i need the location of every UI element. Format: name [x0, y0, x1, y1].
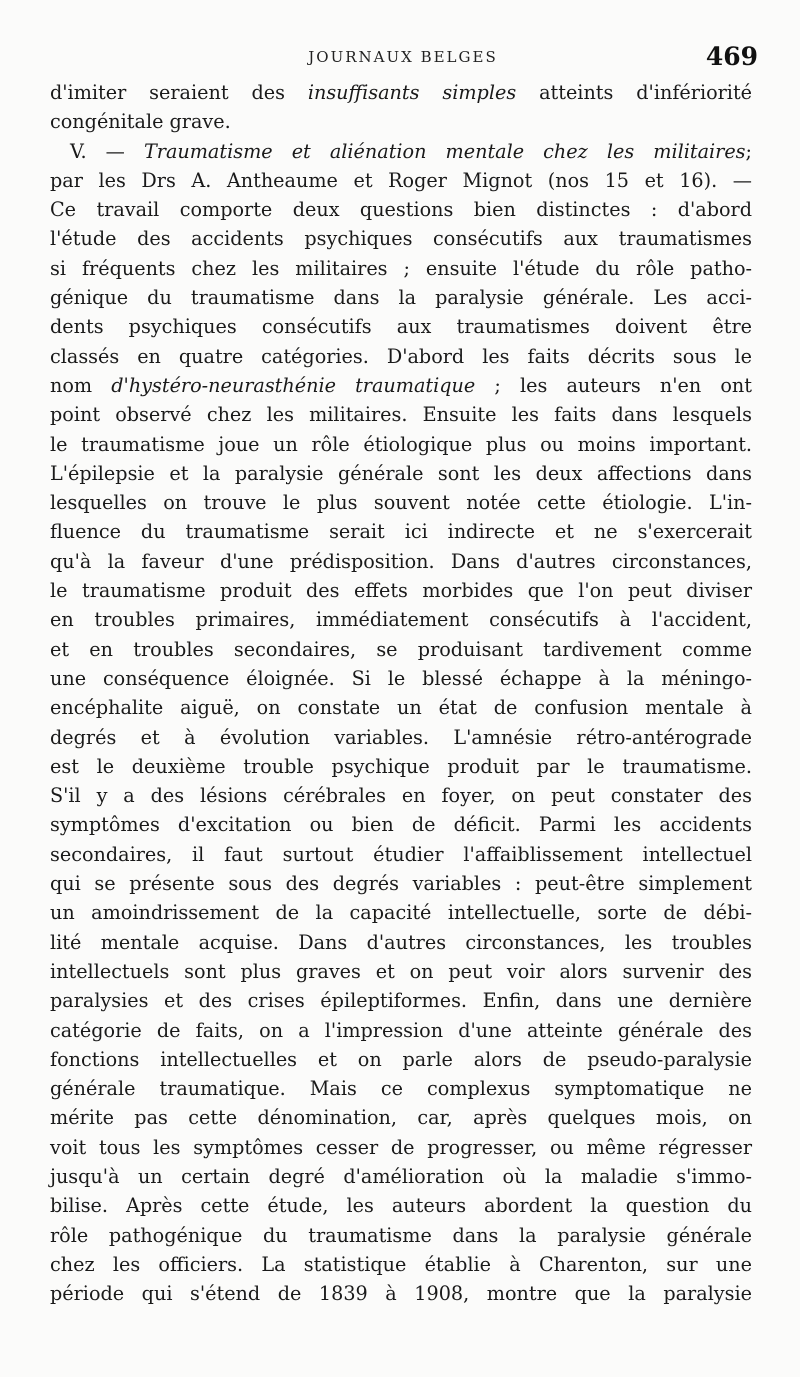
text-line	[50, 957, 752, 986]
text-run: V. —	[70, 139, 144, 163]
text-run: lité mentale acquise. Dans d'autres circonstances, les troubles	[50, 930, 752, 954]
text-run: degrés et à évolution variables. L'amnésie rétro-antérograde	[50, 725, 752, 749]
text-line	[50, 547, 752, 576]
text-run: et en troubles secondaires, se produisant tardivement comme	[50, 637, 752, 661]
text-line	[50, 459, 752, 488]
text-line	[50, 430, 752, 459]
text-run: période qui s'étend de 1839 à 1908, montre que la paralysie	[50, 1282, 752, 1306]
text-run: l'étude des accidents psychiques consécutifs aux traumatismes	[50, 227, 752, 251]
text-line	[50, 1221, 752, 1250]
page-number: 469	[705, 42, 758, 71]
text-line	[50, 254, 752, 283]
text-line	[50, 693, 752, 722]
text-run: qui se présente sous des degrés variables : peut-être simplement	[50, 872, 752, 896]
text-run: atteints d'infériorité	[516, 81, 753, 104]
text-run: un amoindrissement de la capacité intellectuelle, sorte de débi-	[50, 901, 752, 925]
text-run: voit tous les symptômes cesser de progresser, ou même régresser	[50, 1135, 752, 1159]
text-run: par les Drs A. Antheaume et Roger Mignot (nos 15 et 16). —	[50, 168, 752, 192]
text-line	[50, 752, 752, 781]
text-line	[50, 840, 752, 869]
text-run: fonctions intellectuelles et on parle alors de pseudo-paralysie	[50, 1047, 752, 1071]
text-line	[50, 605, 752, 634]
text-line	[50, 781, 752, 810]
text-run: est le deuxième trouble psychique produit par le traumatisme.	[50, 754, 752, 778]
text-run: fluence du traumatisme serait ici indirecte et ne s'exercerait	[50, 520, 752, 544]
text-run: lesquelles on trouve le plus souvent notée cette étiologie. L'in-	[50, 491, 752, 515]
text-line	[50, 869, 752, 898]
text-line	[50, 635, 752, 664]
text-run: générale traumatique. Mais ce complexus symptomatique ne	[50, 1077, 752, 1101]
text-run: si fréquents chez les militaires ; ensuite l'étude du rôle patho-	[50, 256, 752, 280]
body-text	[50, 78, 752, 1308]
text-run: jusqu'à un certain degré d'amélioration où la maladie s'immo-	[50, 1164, 752, 1188]
text-run: Ce travail comporte deux questions bien distinctes : d'abord	[50, 198, 752, 222]
italic-run: insuffisants simples	[307, 81, 517, 104]
text-run: nom	[50, 373, 112, 397]
text-run: ; les auteurs n'en ont	[475, 373, 752, 397]
text-run: le traumatisme produit des effets morbides que l'on peut diviser	[50, 579, 752, 603]
text-line	[50, 1279, 752, 1308]
text-run: intellectuels sont plus graves et on peut voir alors survenir des	[50, 959, 752, 983]
text-run: rôle pathogénique du traumatisme dans la paralysie générale	[50, 1223, 752, 1247]
text-line	[50, 166, 752, 195]
text-run: point observé chez les militaires. Ensuite les faits dans lesquels	[50, 403, 752, 427]
text-line	[50, 723, 752, 752]
text-line	[50, 576, 752, 605]
text-line	[50, 400, 752, 429]
text-run: dents psychiques consécutifs aux traumatismes doivent être	[50, 315, 752, 339]
text-line	[50, 517, 752, 546]
text-line	[50, 664, 752, 693]
text-line	[50, 371, 752, 400]
text-line	[50, 1045, 752, 1074]
text-line	[50, 488, 752, 517]
italic-run: d'hystéro-neurasthénie traumatique	[111, 373, 476, 397]
italic-run: Traumatisme et aliénation mentale chez les militaires	[143, 139, 746, 163]
text-run: en troubles primaires, immédiatement consécutifs à l'accident,	[50, 608, 752, 632]
text-run: chez les officiers. La statistique établie à Charenton, sur une	[50, 1252, 752, 1276]
text-line	[50, 986, 752, 1015]
text-line	[50, 1250, 752, 1279]
text-run: une conséquence éloignée. Si le blessé échappe à la méningo-	[50, 666, 752, 690]
text-run: congénitale grave.	[50, 110, 231, 134]
text-line	[50, 1016, 752, 1045]
text-run: mérite pas cette dénomination, car, après quelques mois, on	[50, 1106, 752, 1130]
text-line	[50, 107, 752, 136]
text-run: d'imiter seraient des	[50, 81, 308, 104]
text-run: symptômes d'excitation ou bien de déficit. Parmi les accidents	[50, 813, 752, 837]
text-run: S'il y a des lésions cérébrales en foyer, on peut constater des	[50, 784, 752, 808]
text-line	[50, 1074, 752, 1103]
text-run: qu'à la faveur d'une prédisposition. Dans d'autres circonstances,	[50, 549, 752, 573]
text-line	[50, 810, 752, 839]
text-run: L'épilepsie et la paralysie générale sont les deux affections dans	[50, 461, 752, 485]
text-run: bilise. Après cette étude, les auteurs abordent la question du	[50, 1194, 752, 1218]
text-line	[50, 1103, 752, 1132]
text-run: secondaires, il faut surtout étudier l'affaiblissement intellectuel	[50, 842, 752, 866]
text-line	[50, 195, 752, 224]
text-line	[50, 928, 752, 957]
running-title: JOURNAUX BELGES	[308, 48, 498, 66]
text-line	[50, 898, 752, 927]
text-line	[50, 283, 752, 312]
text-run: paralysies et des crises épileptiformes. Enfin, dans une dernière	[50, 989, 752, 1013]
text-line	[50, 1133, 752, 1162]
page-header	[48, 44, 758, 74]
text-line	[50, 312, 752, 341]
text-line	[50, 224, 752, 253]
text-run: encéphalite aiguë, on constate un état de confusion mentale à	[50, 696, 752, 720]
text-line	[50, 78, 752, 107]
text-run: le traumatisme joue un rôle étiologique plus ou moins important.	[50, 432, 752, 456]
text-run: catégorie de faits, on a l'impression d'une atteinte générale des	[50, 1018, 752, 1042]
text-run: génique du traumatisme dans la paralysie générale. Les acci-	[50, 286, 752, 310]
text-run: classés en quatre catégories. D'abord les faits décrits sous le	[50, 344, 752, 368]
text-run: ;	[745, 139, 752, 163]
text-line	[50, 137, 752, 166]
text-line	[50, 342, 752, 371]
text-line	[50, 1191, 752, 1220]
text-line	[50, 1162, 752, 1191]
